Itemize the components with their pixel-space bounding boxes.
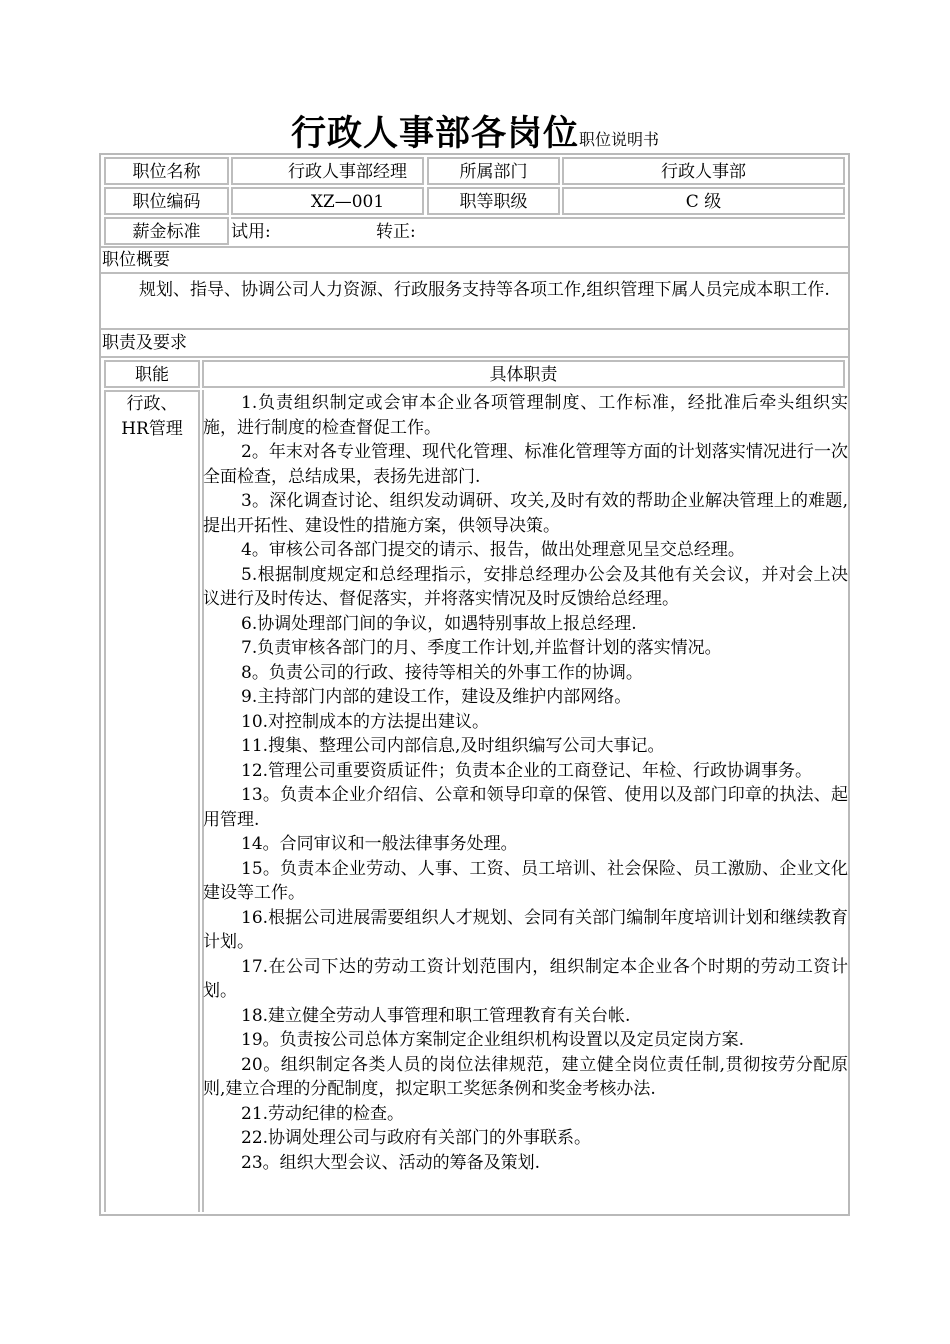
duties-list bbox=[203, 391, 848, 1175]
overview-text: 规划、指导、协调公司人力资源、行政服务支持等各项工作,组织管理下属人员完成本职工作. bbox=[139, 280, 830, 300]
duty-item: 19。负责按公司总体方案制定企业组织机构设置以及定员定岗方案. bbox=[241, 1030, 745, 1050]
duty-item: 12.管理公司重要资质证件；负责本企业的工商登记、年检、行政协调事务。 bbox=[241, 760, 813, 781]
duty-item: 4。审核公司各部门提交的请示、报告，做出处理意见呈交总经理。 bbox=[241, 540, 745, 560]
duty-item: 21.劳动纪律的检查。 bbox=[241, 1103, 405, 1124]
salary-label: 薪金标准 bbox=[104, 217, 229, 245]
duty-item: 1.负责组织制定或会审本企业各项管理制度、工作标准，经批准后牵头组织实施，进行制度的检查督促工作。 bbox=[203, 393, 848, 438]
function-column-header: 职能 bbox=[104, 360, 200, 388]
duty-item: 5.根据制度规定和总经理指示，安排总经理办公会及其他有关会议，并对会上决议进行及时传达、督促落实，并将落实情况及时反馈给总经理。 bbox=[203, 564, 848, 609]
duty-item: 11.搜集、整理公司内部信息,及时组织编写公司大事记。 bbox=[241, 736, 665, 756]
duty-item: 7.负责审核各部门的月、季度工作计划,并监督计划的落实情况。 bbox=[241, 638, 722, 658]
divider bbox=[101, 272, 848, 274]
position-code-value: XZ—001 bbox=[231, 187, 424, 215]
duty-item: 10.对控制成本的方法提出建议。 bbox=[241, 711, 490, 732]
title-sub: 职位说明书 bbox=[579, 130, 660, 149]
duty-item: 6.协调处理部门间的争议，如遇特别事故上报总经理. bbox=[241, 613, 637, 634]
duty-item: 15。负责本企业劳动、人事、工资、员工培训、社会保险、员工激励、企业文化建设等工作。 bbox=[203, 858, 848, 903]
document-title bbox=[0, 106, 950, 156]
responsibilities-heading: 职责及要求 bbox=[102, 333, 187, 353]
divider bbox=[101, 356, 848, 358]
position-name-value: 行政人事部经理 bbox=[231, 157, 424, 185]
title-main: 行政人事部各岗位 bbox=[290, 113, 579, 154]
position-name-label: 职位名称 bbox=[104, 157, 229, 185]
regular-label: 转正: bbox=[376, 222, 416, 242]
duty-item: 3。深化调查讨论、组织发动调研、攻关,及时有效的帮助企业解决管理上的难题,提出开拓性、建设性的措施方案，供领导决策。 bbox=[203, 491, 848, 536]
grade-label: 职等职级 bbox=[427, 187, 560, 215]
duty-item: 8。负责公司的行政、接待等相关的外事工作的协调。 bbox=[241, 662, 643, 683]
function-cell bbox=[104, 390, 200, 1212]
duties-column-header: 具体职责 bbox=[202, 360, 845, 388]
position-code-label: 职位编码 bbox=[104, 187, 229, 215]
department-value: 行政人事部 bbox=[562, 157, 845, 185]
grade-value: C 级 bbox=[562, 187, 845, 215]
duty-item: 13。负责本企业介绍信、公章和领导印章的保管、使用以及部门印章的执法、起用管理. bbox=[203, 785, 848, 830]
overview-heading: 职位概要 bbox=[102, 250, 170, 270]
duty-item: 17.在公司下达的劳动工资计划范围内，组织制定本企业各个时期的劳动工资计划。 bbox=[203, 956, 848, 1001]
function-name: 行政、HR管理 bbox=[121, 394, 183, 439]
salary-value-cell bbox=[231, 217, 845, 245]
duty-item: 14。合同审议和一般法律事务处理。 bbox=[241, 834, 518, 854]
divider bbox=[101, 328, 848, 330]
divider bbox=[101, 246, 848, 248]
duty-item: 9.主持部门内部的建设工作，建设及维护内部网络。 bbox=[241, 687, 632, 707]
duty-item: 22.协调处理公司与政府有关部门的外事联系。 bbox=[241, 1128, 592, 1148]
duty-item: 2。年末对各专业管理、现代化管理、标准化管理等方面的计划落实情况进行一次全面检查，总结成果，表扬先进部门. bbox=[203, 442, 848, 487]
department-label: 所属部门 bbox=[427, 157, 560, 185]
duty-item: 18.建立健全劳动人事管理和职工管理教育有关台帐. bbox=[241, 1005, 631, 1026]
duty-item: 20。组织制定各类人员的岗位法律规范，建立健全岗位责任制,贯彻按劳分配原则,建立合理的分配制度，拟定职工奖惩条例和奖金考核办法. bbox=[203, 1054, 848, 1099]
duty-item: 23。组织大型会议、活动的筹备及策划. bbox=[241, 1152, 541, 1173]
trial-label: 试用: bbox=[231, 222, 271, 242]
duty-item: 16.根据公司进展需要组织人才规划、会同有关部门编制年度培训计划和继续教育计划。 bbox=[203, 907, 848, 952]
